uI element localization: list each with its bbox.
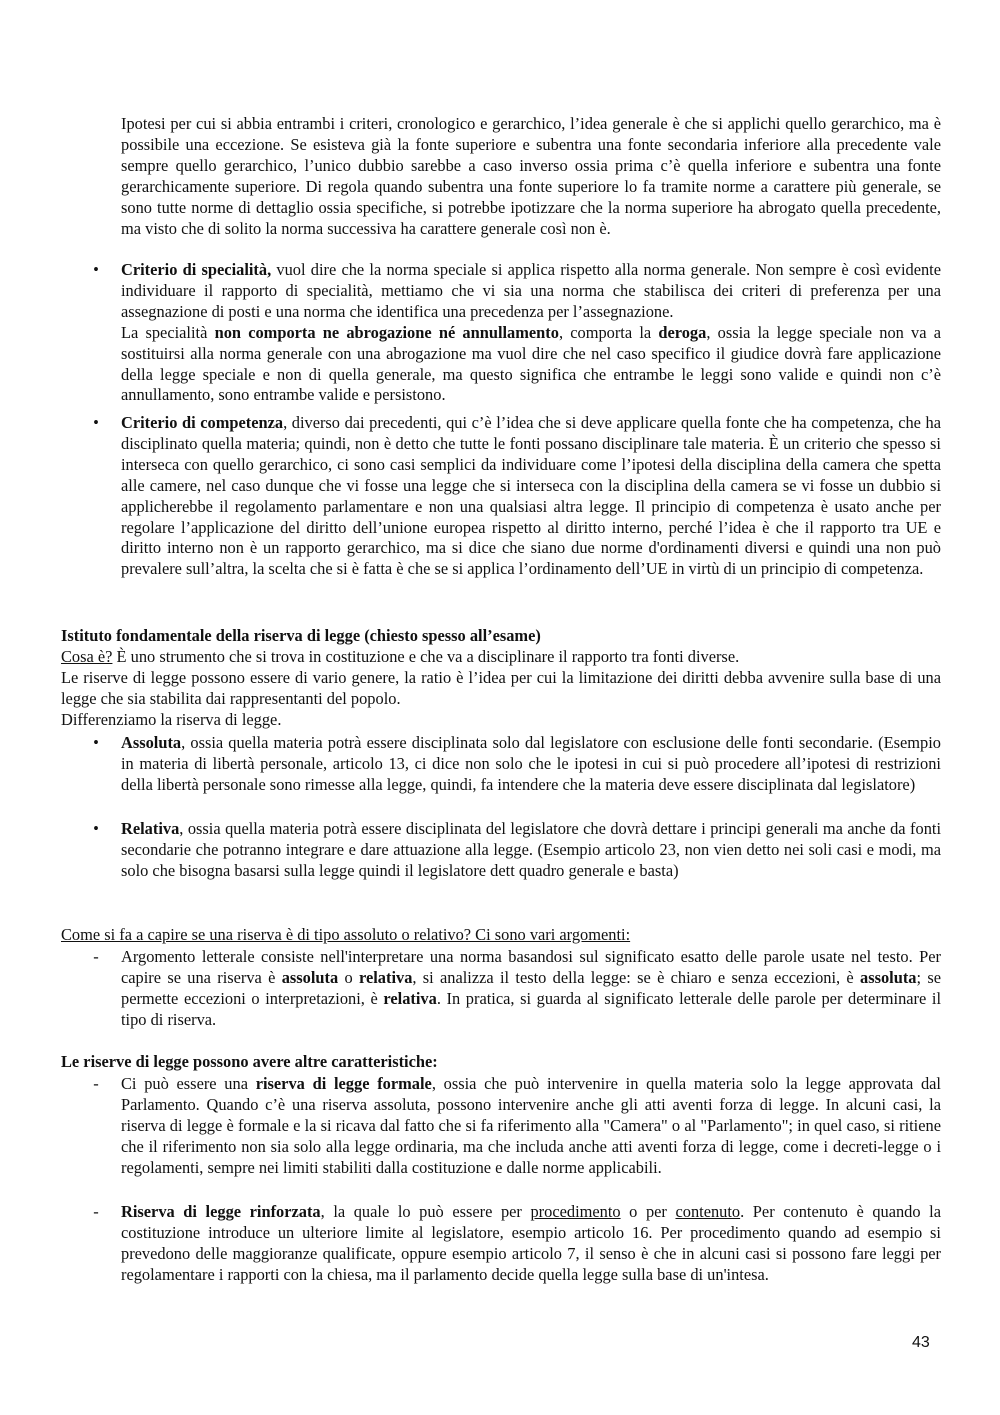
letterale-e: , si analizza il testo della legge: se è chiaro e senza eccezioni, è <box>412 967 861 987</box>
dash-marker: - <box>93 1074 99 1093</box>
cosa-paragraph <box>61 647 941 668</box>
dash-marker: - <box>93 1202 99 1221</box>
assoluta-title: Assoluta <box>121 733 182 752</box>
specialita-p2-d: deroga <box>658 322 707 342</box>
cosa-label: Cosa è? <box>61 647 113 666</box>
list-item-assoluta <box>93 733 941 796</box>
riserva-paragraph: Le riserve di legge possono essere di vario genere, la ratio è l’idea per cui la limitazione dei diritti debba avvenire sulla base di una legge che sia stabilita dai rappresentanti del popolo. <box>61 668 941 708</box>
formale-a: Ci può essere una <box>121 1074 256 1093</box>
come-heading <box>61 925 941 946</box>
letterale-c: o <box>338 967 359 987</box>
letterale-b: assoluta <box>281 967 339 987</box>
assoluta-text: , ossia quella materia potrà essere disciplinata solo dal legislatore con esclusione delle fonti secondarie. (Esempio in materia di libertà personale, articolo 13, ci dice non solo che le ipotesi in cui si può procedere all’ipotesi di restrizioni della libertà personale sono rimesse alla legge, quindi, fa intendere che la materia deve essere disciplinata dal legislatore) <box>121 733 941 794</box>
bullet-icon: • <box>93 819 99 838</box>
letterale-h: relativa <box>383 988 437 1008</box>
bullet-icon: • <box>93 260 99 279</box>
specialita-p2-a: La specialità <box>121 322 215 342</box>
dash-marker: - <box>93 947 99 966</box>
letterale-i: . In pratica, si guarda al significato letterale delle parole per determinare il tipo di riserva. <box>121 988 941 1029</box>
letterale-d: relativa <box>358 967 413 987</box>
list-item-rinforzata <box>93 1202 941 1286</box>
rinforzata-f: . Per contenuto è quando la costituzione introduce un ulteriore limite al legislatore, esempio articolo 16. Per procedimento quando ad esempio si prevedono delle maggioranze qualificate, oppure esempio articolo 7, il senso è che in alcuni casi si possono fare leggi per regolamentare i rapporti con la chiesa, ma il parlamento decide quella legge sulla base di un'intesa. <box>121 1202 941 1284</box>
list-item-formale <box>93 1074 941 1179</box>
bullet-icon: • <box>93 733 99 752</box>
list-item-specialita <box>93 260 941 406</box>
rinforzata-c: procedimento <box>530 1202 621 1221</box>
differenziamo-line: Differenziamo la riserva di legge. <box>61 710 282 729</box>
letterale-f: assoluta <box>860 967 917 987</box>
specialita-text: vuol dire che la norma speciale si applica rispetto alla norma generale. Non sempre è così evidente individuare il rapporto di specialità, mettiamo che vi sia una norma che stabilisca dei criteri di preferenza per una assegnazione di posti e una norma che identifica una precedenza per l’assegnazione. <box>121 260 941 321</box>
bullet-icon: • <box>93 413 99 432</box>
specialita-p2-b: non comporta ne abrogazione né annullamento <box>214 322 559 342</box>
rinforzata-a: Riserva di legge rinforzata <box>121 1202 321 1221</box>
relativa-title: Relativa <box>121 819 180 838</box>
riserva-heading-text: Istituto fondamentale della riserva di legge (chiesto spesso all’esame) <box>61 626 541 645</box>
rinforzata-d: o per <box>620 1202 676 1221</box>
letterale-a: Argomento letterale consiste nell'interpretare una norma basandosi sul significato esatto delle parole usate nel testo. Per capire se una riserva è <box>121 947 941 987</box>
intro-paragraph: Ipotesi per cui si abbia entrambi i criteri, cronologico e gerarchico, l’idea generale è che si applichi quello gerarchico, ma è possibile una eccezione. Se esisteva già la fonte superiore e subentra una fonte secondaria inferiore alla precedente vale sempre quello gerarchico, l’unico dubbio sarebbe a caso inverso ossia prima c’è quella inferiore e subentra una fonte gerarchicamente superiore. Di regola quando subentra una fonte superiore lo fa tramite norme a carattere più generale, se sono tutte norme di dettaglio ossia specifiche, si potrebbe ipotizzare che la norma superiore ha abrogato quella precedente, ma visto che di solito la norma successiva ha carattere generale così non è. <box>121 114 941 238</box>
formale-b: riserva di legge formale <box>255 1074 432 1093</box>
relativa-text: , ossia quella materia potrà essere disciplinata del legislatore che dovrà dettare i principi generali ma anche da fonti secondarie che potranno integrare e dare attuazione alla legge. (Esempio articolo 23, non vien detto nei soli casi e modi, ma solo che bisogna basarsi sulla legge quindi il legislatore dett quadro generale e basta) <box>121 819 941 880</box>
competenza-text: , diverso dai precedenti, qui c’è l’idea che si deve applicare quella fonte che ha competenza, che ha disciplinato quella materia; quindi, non è detto che tutte le fonti possano disciplinare tale materia. È un criterio che spesso si interseca con quello gerarchico, ci sono casi semplici da individuare come l’ipotesi della disciplina della camera che spetta alle camere, nel caso dunque che vi fosse una legge che si interseca con la disciplina della camera se vi fosse un dubbio si applicherebbe il regolamento parlamentare e non una qualsiasi altra legge. Il principio di competenza è usato anche per regolare l’applicazione del diritto dell’unione europea rispetto al diritto interno, perché l’idea è che il rapporto tra UE e diritto interno non è un rapporto gerarchico, ma si dice che siano due norme d'ordinamenti diversi e quindi una non può prevalere sull’altra, la scelta che si è fatta è che se si applica l’ordinamento dell’UE in virtù di un principio di competenza. <box>121 413 941 579</box>
specialita-p2-e: , ossia la legge speciale non va a sostituirsi alla norma generale con una abrogazione ma vuol dire che nel caso specifico il giudice dovrà fare applicazione della legge speciale e non di quella generale, ma questo significa che entrambe le leggi sono valide e quindi non c’è annullamento, sono entrambe valide e persistono. <box>121 322 941 405</box>
specialita-p2-c: , comporta la <box>558 322 659 342</box>
competenza-title: Criterio di competenza <box>121 413 284 432</box>
cosa-text: È uno strumento che si trova in costituzione e che va a disciplinare il rapporto tra fonti diverse. <box>112 647 740 666</box>
list-item-competenza <box>93 413 941 580</box>
riserva-heading <box>61 626 941 647</box>
altre-heading <box>61 1052 941 1073</box>
rinforzata-e: contenuto <box>675 1202 741 1221</box>
list-item-relativa <box>93 819 941 882</box>
altre-heading-text: Le riserve di legge possono avere altre caratteristiche: <box>61 1052 438 1071</box>
letterale-g: ; se permette eccezioni o interpretazioni, è <box>121 967 942 1008</box>
list-item-letterale <box>93 947 942 1031</box>
rinforzata-b: , la quale lo può essere per <box>320 1202 531 1221</box>
page-number: 43 <box>912 1334 930 1351</box>
come-heading-text: Come si fa a capire se una riserva è di tipo assoluto o relativo? Ci sono vari argomenti: <box>61 925 631 944</box>
specialita-title: Criterio di specialità, <box>121 260 272 279</box>
formale-c: , ossia che può intervenire in quella materia solo la legge approvata dal Parlamento. Quando c’è una riserva assoluta, possono intervenire anche gli atti aventi forza di legge. In alcuni casi, la riserva di legge è formale e la si ricava dal fatto che si fa riferimento alla "Camera" o al "Parlamento"; in quel caso, si ritiene che il riferimento non sia solo alla legge ordinaria, ma che includa anche atti aventi forza di legge, come i decreti-legge o i regolamenti, sempre nei limiti stabiliti dalla costituzione e dalle norme applicabili. <box>121 1074 941 1177</box>
